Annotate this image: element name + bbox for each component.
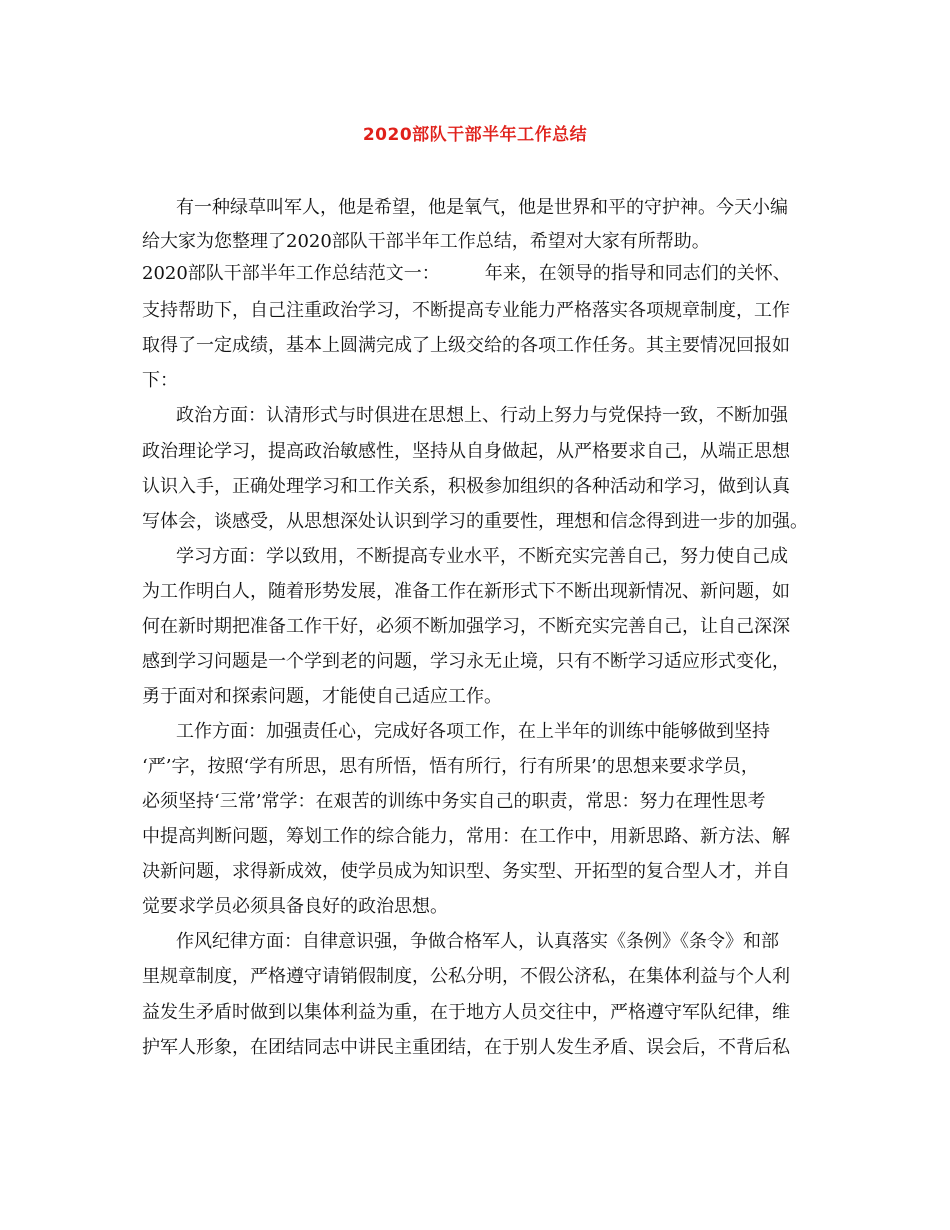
body-line: 护军人形象，在团结同志中讲民主重团结，在于别人发生矛盾、误会后，不背后私 bbox=[142, 1037, 790, 1058]
body-line: 政治方面：认清形式与时俱进在思想上、行动上努力与党保持一致，不断加强 bbox=[176, 405, 788, 426]
body-line: 何在新时期把准备工作干好，必须不断加强学习，不断充实完善自己，让自己深深 bbox=[142, 616, 790, 637]
body-line: 写体会，谈感受，从思想深处认识到学习的重要性，理想和信念得到进一步的加强。 bbox=[142, 511, 808, 532]
body-line: 政治理论学习，提高政治敏感性，坚持从自身做起，从严格要求自己，从端正思想 bbox=[142, 441, 790, 462]
body-line: 有一种绿草叫军人，他是希望，他是氧气，他是世界和平的守护神。今天小编 bbox=[176, 197, 788, 218]
body-line: 给大家为您整理了2020部队干部半年工作总结，希望对大家有所帮助。 bbox=[142, 231, 710, 252]
body-line: 勇于面对和探索问题，才能使自己适应工作。 bbox=[142, 686, 502, 707]
body-line: 下： bbox=[142, 370, 178, 391]
body-line: 益发生矛盾时做到以集体利益为重，在于地方人员交往中，严格遵守军队纪律，维 bbox=[142, 1002, 790, 1023]
body-line: 觉要求学员必须具备良好的政治思想。 bbox=[142, 896, 448, 917]
document-title: 2020部队干部半年工作总结 bbox=[362, 125, 588, 145]
body-line: 中提高判断问题，筹划工作的综合能力，常用：在工作中，用新思路、新方法、解 bbox=[142, 826, 790, 847]
body-line: ‘严’字，按照‘学有所思，思有所悟，悟有所行，行有所果’的思想来要求学员， bbox=[142, 756, 759, 777]
body-line: 感到学习问题是一个学到老的问题，学习永无止境，只有不断学习适应形式变化， bbox=[142, 651, 790, 672]
body-line: 为工作明白人，随着形势发展，准备工作在新形式下不断出现新情况、新问题，如 bbox=[142, 581, 790, 602]
body-line: 认识入手，正确处理学习和工作关系，积极参加组织的各种活动和学习，做到认真 bbox=[142, 476, 790, 497]
body-line: 里规章制度，严格遵守请销假制度，公私分明，不假公济私，在集体利益与个人利 bbox=[142, 966, 790, 987]
body-line: 必须坚持‘三常’常学：在艰苦的训练中务实自己的职责，常思：努力在理性思考 bbox=[142, 791, 766, 812]
body-line: 支持帮助下，自己注重政治学习，不断提高专业能力严格落实各项规章制度，工作 bbox=[142, 300, 790, 321]
body-line: 学习方面：学以致用，不断提高专业水平，不断充实完善自己，努力使自己成 bbox=[176, 546, 788, 567]
body-line: 作风纪律方面：自律意识强，争做合格军人，认真落实《条例》《条令》和部 bbox=[176, 931, 779, 952]
body-line: 工作方面：加强责任心，完成好各项工作，在上半年的训练中能够做到坚持 bbox=[176, 721, 770, 742]
body-line: 2020部队干部半年工作总结范文一： 年来，在领导的指导和同志们的关怀、 bbox=[142, 263, 791, 284]
body-line: 决新问题，求得新成效，使学员成为知识型、务实型、开拓型的复合型人才，并自 bbox=[142, 861, 790, 882]
body-line: 取得了一定成绩，基本上圆满完成了上级交给的各项工作任务。其主要情况回报如 bbox=[142, 335, 790, 356]
